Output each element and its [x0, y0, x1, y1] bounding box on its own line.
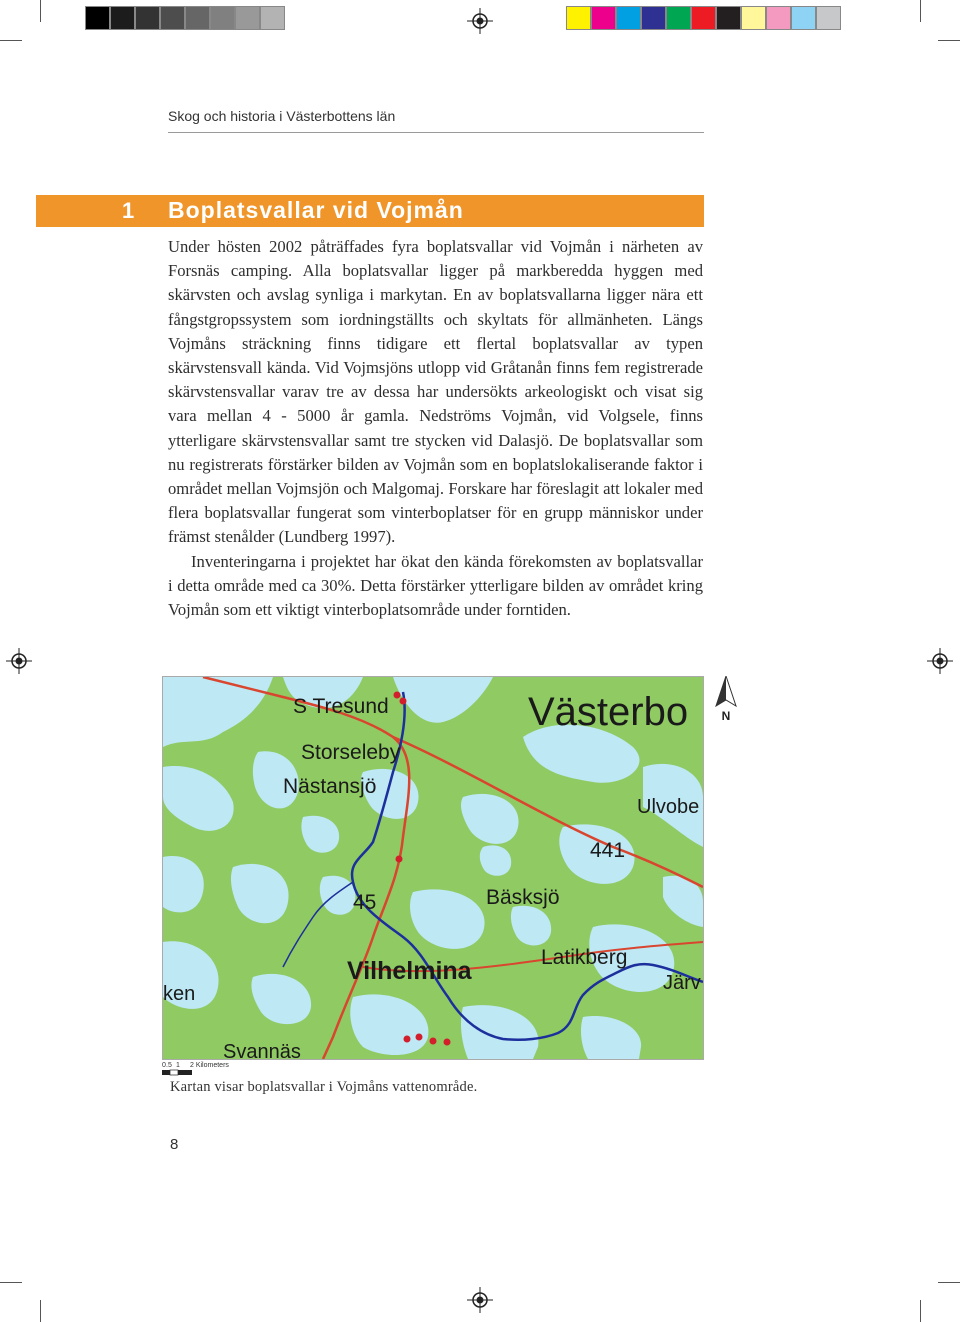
place-label-basksjo: Bäsksjö — [486, 886, 560, 909]
crop-mark — [920, 1300, 921, 1322]
color-swatch — [816, 6, 841, 30]
scale-tick: 1 — [176, 1062, 180, 1069]
site-marker — [416, 1034, 423, 1041]
north-label: N — [721, 709, 731, 722]
site-marker — [400, 698, 407, 705]
scale-bar — [162, 1060, 282, 1078]
registration-mark-icon — [927, 648, 953, 674]
registration-mark-icon — [467, 1287, 493, 1313]
gray-swatch — [235, 6, 260, 30]
color-swatch — [666, 6, 691, 30]
place-label-svannas: Svannäs — [223, 1041, 301, 1059]
map-graphic — [163, 677, 703, 1059]
page-number: 8 — [170, 1136, 179, 1153]
chapter-number: 1 — [122, 198, 135, 223]
scale-tick: .5 — [166, 1062, 172, 1069]
site-marker — [404, 1036, 411, 1043]
body-text — [168, 235, 703, 622]
crop-mark — [920, 0, 921, 22]
running-header: Skog och historia i Västerbottens län — [168, 108, 396, 124]
map-caption: Kartan visar boplatsvallar i Vojmåns vattenområde. — [170, 1079, 478, 1095]
place-label-latikberg: Latikberg — [541, 946, 628, 969]
grayscale-bar — [85, 6, 285, 30]
crop-mark — [0, 1282, 22, 1283]
color-swatch — [791, 6, 816, 30]
map — [162, 676, 704, 1060]
place-label-ken: ken — [163, 983, 196, 1005]
chapter-title-bar — [36, 195, 704, 227]
road-label-441: 441 — [590, 839, 626, 862]
place-label-ulvobe: Ulvobe — [637, 796, 700, 818]
color-swatch — [641, 6, 666, 30]
color-bar — [566, 6, 841, 30]
place-label-nastansjo: Nästansjö — [283, 775, 377, 798]
crop-mark — [0, 40, 22, 41]
gray-swatch — [160, 6, 185, 30]
color-swatch — [616, 6, 641, 30]
color-swatch — [591, 6, 616, 30]
gray-swatch — [260, 6, 285, 30]
registration-mark-icon — [6, 648, 32, 674]
crop-mark — [40, 1300, 41, 1322]
crop-mark — [938, 1282, 960, 1283]
gray-swatch — [210, 6, 235, 30]
scale-tick: 0 — [162, 1062, 166, 1069]
chapter-title: Boplatsvallar vid Vojmån — [168, 197, 464, 223]
gray-swatch — [185, 6, 210, 30]
crop-mark — [40, 0, 41, 22]
north-arrow-icon — [714, 676, 738, 722]
color-swatch — [766, 6, 791, 30]
place-label-storseleby: Storseleby — [301, 741, 401, 764]
place-label-jarv: Järv — [663, 972, 701, 994]
site-marker — [430, 1038, 437, 1045]
registration-mark-icon — [467, 8, 493, 34]
header-rule — [168, 132, 704, 133]
color-swatch — [566, 6, 591, 30]
scale-tick: 2 Kilometers — [190, 1062, 229, 1069]
color-swatch — [691, 6, 716, 30]
paragraph: Under hösten 2002 påträffades fyra boplatsvallar vid Vojmån i närheten av Forsnäs camping. Alla boplatsvallar ligger på markberedda hyggen med skärvsten och avslag synliga i markytan. En av boplatsvallarna ligger nära ett fångstgropssystem som iordningställts och skyltats för allmänheten. Längs Vojmåns sträckning finns tidigare ett flertal boplatsvallar av typen skärvstensvall kända. Vid Vojmsjöns utlopp vid Gråtanån finns fem registrerade skärvstensvallar varav tre av dessa har undersökts arkeologiskt och visat sig vara mellan 4 - 5000 år gamla. Nedströms Vojmån, vid Volgsele, finns ytterligare skärvstensvallar samt tre stycken vid Dalasjö. De boplatsvallar som nu registrerats förstärker bilden av Vojmån som en boplatslokaliserande faktor i området mellan Vojmsjön och Malgomaj. Forskare har föreslagit att lokaler med flera boplatsvallar fungerat som vinterboplatser för en grupp människor under främst stenålder (Lundberg 1997). — [168, 237, 703, 547]
paragraph: Inventeringarna i projektet har ökat den kända förekomsten av boplatsvallar i detta område med ca 30%. Detta förstärker ytterligare bilden av området kring Vojmån som ett viktigt vinterboplatsområde under forntiden. — [168, 551, 703, 620]
gray-swatch — [135, 6, 160, 30]
site-marker — [394, 692, 401, 699]
site-marker — [396, 856, 403, 863]
place-label-vilhelmina: Vilhelmina — [347, 957, 472, 985]
place-label-s-tresund: S Tresund — [293, 695, 389, 718]
gray-swatch — [110, 6, 135, 30]
site-marker — [444, 1039, 451, 1046]
color-swatch — [716, 6, 741, 30]
crop-mark — [938, 40, 960, 41]
color-swatch — [741, 6, 766, 30]
place-label-vasterbo: Västerbo — [528, 690, 689, 734]
road-label-45: 45 — [353, 891, 377, 914]
gray-swatch — [85, 6, 110, 30]
